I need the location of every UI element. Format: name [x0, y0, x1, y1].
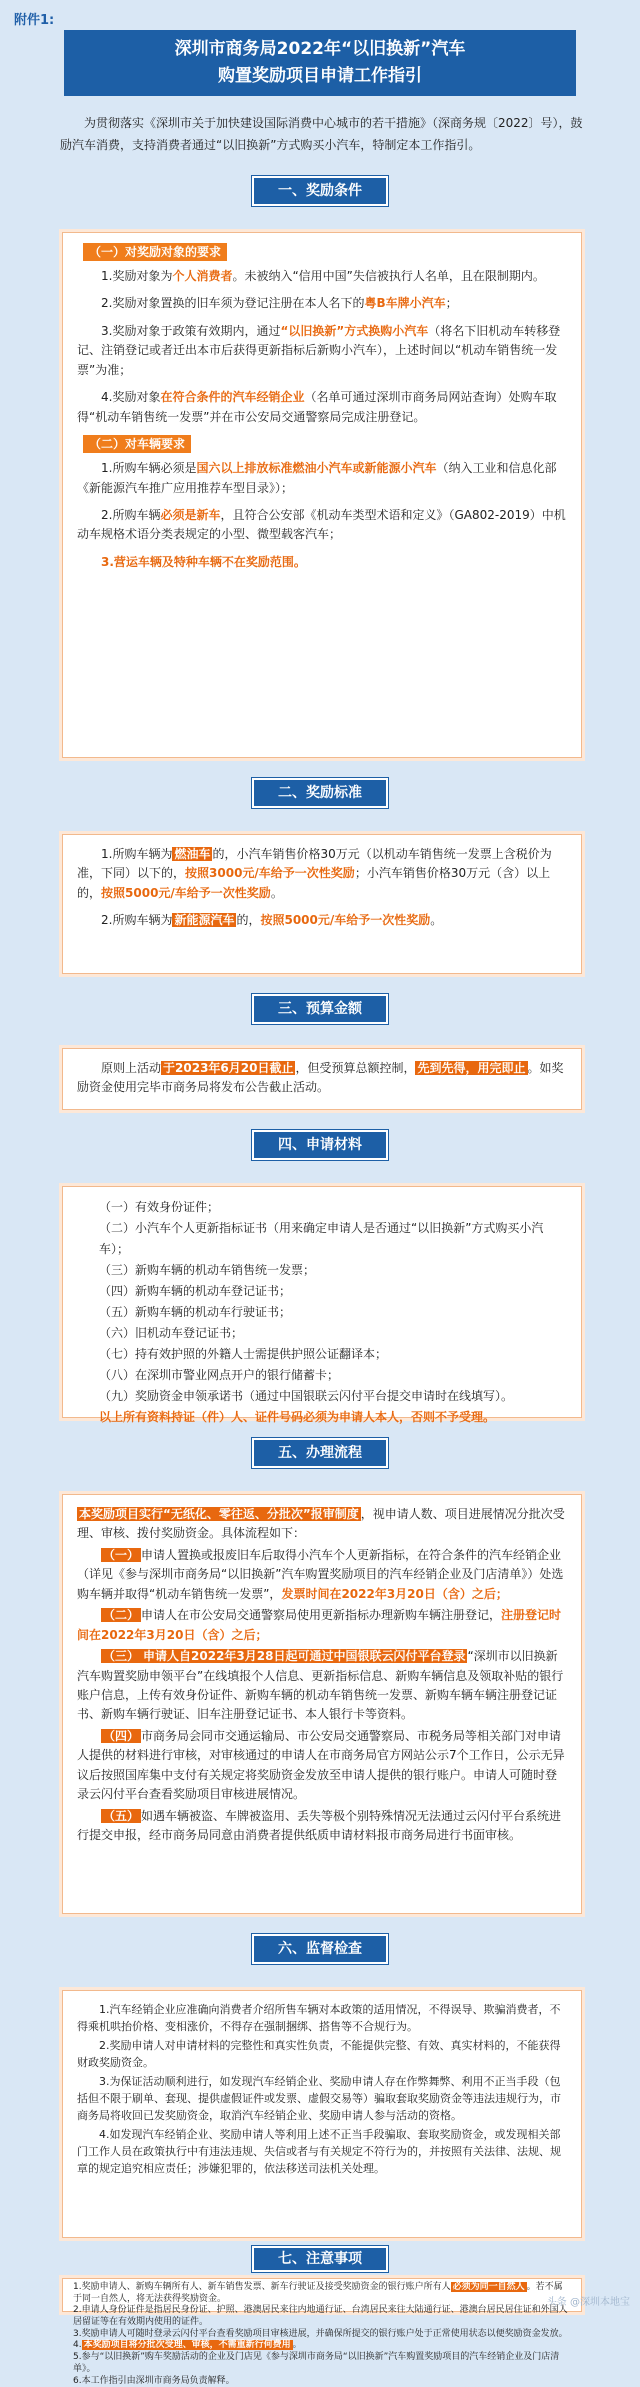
- section-card-3: [62, 1048, 582, 1110]
- subsection-tag-2: （二）对车辆要求: [83, 435, 191, 453]
- section-heading-7: 七、注意事项: [252, 2246, 388, 2272]
- title-line-2: 购置奖励项目申请工作指引: [64, 63, 576, 90]
- material-item-3: （三）新购车辆的机动车销售统一发票；: [77, 1260, 567, 1281]
- s1-para-2: 2.奖励对象置换的旧车须为登记注册在本人名下的粤B车牌小汽车；: [77, 294, 567, 313]
- material-item-4: （四）新购车辆的机动车登记证书；: [77, 1281, 567, 1302]
- s7-para-3: 3.奖励申请人可随时登录云闪付平台查看奖励项目审核进展，并确保所提交的银行账户处于正常使用状态以便奖励资金发放。: [73, 2329, 571, 2341]
- s6-item-2: 2.奖励申请人对申请材料的完整性和真实性负责，不能提供完整、有效、真实材料的，不能获得财政奖励资金。: [77, 2037, 567, 2071]
- section-heading-1: 一、奖励条件: [252, 176, 388, 206]
- section-heading-5: 五、办理流程: [252, 1438, 388, 1468]
- s1-vehicle-para-1: 1.所购车辆必须是国六以上排放标准燃油小汽车或新能源小汽车（纳入工业和信息化部《新能源汽车推广应用推荐车型目录》）；: [77, 459, 567, 498]
- section-heading-3: 三、预算金额: [252, 994, 388, 1024]
- section-card-6: [62, 1990, 582, 2238]
- watermark-text: 头条 @深圳本地宝: [547, 2295, 630, 2311]
- s5-step-5: （五） 如遇车辆被盗、车牌被盗用、丢失等极个别特殊情况无法通过云闪付平台系统进行提交申报，经市商务局同意由消费者提供纸质申请材料报市商务局进行书面审核。: [77, 1807, 567, 1846]
- material-item-5: （五）新购车辆的机动车行驶证书；: [77, 1302, 567, 1323]
- material-item-9: （九）奖励资金申领承诺书（通过中国银联云闪付平台提交申请时在线填写）。: [77, 1386, 567, 1407]
- s1-para-3: 3.奖励对象于政策有效期内，通过“以旧换新”方式换购小汽车（将名下旧机动车转移登记、注销登记或者迁出本市后获得更新指标后新购小汽车），上述时间以“机动车销售统一发票”为准；: [77, 322, 567, 380]
- material-item-8: （八）在深圳市警业网点开户的银行储蓄卡；: [77, 1365, 567, 1386]
- s1-para-1: 1.奖励对象为个人消费者。未被纳入“信用中国”失信被执行人名单，且在限制期内。: [77, 267, 567, 286]
- material-item-7: （七）持有效护照的外籍人士需提供护照公证翻译本；: [77, 1344, 567, 1365]
- material-item-1: （一）有效身份证件；: [77, 1197, 567, 1218]
- section-card-7: [62, 2278, 582, 2312]
- material-item-6: （六）旧机动车登记证书；: [77, 1323, 567, 1344]
- annex-label: 附件1:: [14, 10, 54, 31]
- s1-vehicle-para-3: 3.营运车辆及特种车辆不在奖励范围。: [77, 553, 567, 572]
- section-heading-2: 二、奖励标准: [252, 778, 388, 808]
- s5-step-3: （三） 申请人自2022年3月28日起可通过中国银联云闪付平台登录 “深圳市以旧换新汽车购置奖励申领平台”在线填报个人信息、更新指标信息、新购车辆信息及领取补贴的银行账户信息，上传有效身份证件、新购车辆的机动车销售统一发票、新购车辆车辆注册登记证书、新购车辆行驶证、旧车注册登记证书、本人银行卡等资料。: [77, 1647, 567, 1725]
- material-note: 以上所有资料持证（件）人、证件号码必须为申请人本人，否则不予受理。: [77, 1407, 567, 1428]
- s5-step-1: （一） 申请人置换或报废旧车后取得小汽车个人更新指标，在符合条件的汽车经销企业（详见《参与深圳市商务局“以旧换新”汽车购置奖励项目的汽车经销企业及门店清单》）处选购车辆并取得“机动车销售统一发票”，发票时间在2022年3月20日（含）之后；: [77, 1546, 567, 1604]
- section-heading-6: 六、监督检查: [252, 1934, 388, 1964]
- s6-item-3: 3.为保证活动顺利进行，如发现汽车经销企业、奖励申请人存在作弊舞弊、利用不正当手段（包括但不限于刷单、套现、提供虚假证件或发票、虚假交易等）骗取套取奖励资金等违法违规行为，市商务局将收回已发奖励资金，取消汽车经销企业、奖励申请人参与活动的资格。: [77, 2073, 567, 2124]
- s7-para-2: 2.申请人身份证件是指居民身份证、护照、港澳居民来往内地通行证、台湾居民来往大陆通行证、港澳台居民居住证和外国人居留证等在有效期内使用的证件。: [73, 2305, 571, 2328]
- s2-para-2: 2.所购车辆为 新能源汽车 的，按照5000元/车给予一次性奖励。: [77, 911, 567, 930]
- section-heading-4: 四、申请材料: [252, 1130, 388, 1160]
- s7-para-1: 1.奖励申请人、新购车辆所有人、新车销售发票、新车行驶证及接受奖励资金的银行账户所有人 必须为同一自然人 。若不属于同一自然人，将无法获得奖励资金。: [73, 2282, 571, 2305]
- s2-para-1: 1.所购车辆为 燃油车 的，小汽车销售价格30万元（以机动车销售统一发票上含税价为准，下同）以下的，按照3000元/车给予一次性奖励；小汽车销售价格30万元（含）以上的，按照5000元/车给予一次性奖励。: [77, 845, 567, 903]
- s7-para-5: 5.参与“以旧换新”购车奖励活动的企业及门店见《参与深圳市商务局“以旧换新”汽车购置奖励项目的汽车经销企业及门店清单》。: [73, 2352, 571, 2375]
- intro-paragraph: 为贯彻落实《深圳市关于加快建设国际消费中心城市的若干措施》（深商务规〔2022〕号），鼓励汽车消费，支持消费者通过“以旧换新”方式购买小汽车，特制定本工作指引。: [60, 112, 588, 156]
- s5-step-4: （四） 市商务局会同市交通运输局、市公安局交通警察局、市税务局等相关部门对申请人提供的材料进行审核，对审核通过的申请人在市商务局官方网站公示7个工作日，公示无异议后按照国库集中支付有关规定将奖励资金发放至申请人提供的银行账户。申请人可随时登录云闪付平台查看奖励项目审核进展情况。: [77, 1727, 567, 1805]
- s5-intro: 本奖励项目实行“无纸化、零往返、分批次”报审制度 ，视申请人数、项目进展情况分批次受理、审核、拨付奖励资金。具体流程如下：: [77, 1505, 567, 1544]
- title-line-1: 深圳市商务局2022年“以旧换新”汽车: [64, 36, 576, 63]
- s6-item-1: 1.汽车经销企业应准确向消费者介绍所售车辆对本政策的适用情况，不得误导、欺骗消费者，不得乘机哄抬价格、变相涨价，不得存在强制捆绑、搭售等不合规行为。: [77, 2001, 567, 2035]
- s7-para-6: 6.本工作指引由深圳市商务局负责解释。: [73, 2376, 571, 2387]
- s7-para-4: 4. 本奖励项目将分批次受理、审核，不需重新行何费用 。: [73, 2340, 571, 2352]
- subsection-tag-1: （一）对奖励对象的要求: [83, 243, 227, 261]
- section-card-2: [62, 834, 582, 974]
- section-card-5: [62, 1494, 582, 1914]
- material-item-2: （二）小汽车个人更新指标证书（用来确定申请人是否通过“以旧换新”方式购买小汽车）；: [77, 1218, 567, 1260]
- page-title: [64, 30, 576, 96]
- s6-item-4: 4.如发现汽车经销企业、奖励申请人等利用上述不正当手段骗取、套取奖励资金，或发现相关部门工作人员在政策执行中有违法违规、失信或者与有关规定不符行为的，并按照有关法律、法规、规章的规定追究相应责任；涉嫌犯罪的，依法移送司法机关处理。: [77, 2126, 567, 2177]
- s1-vehicle-para-2: 2.所购车辆必须是新车，且符合公安部《机动车类型术语和定义》（GA802-2019）中机动车规格术语分类表规定的小型、微型载客汽车；: [77, 506, 567, 545]
- s5-step-2: （二） 申请人在市公安局交通警察局使用更新指标办理新购车辆注册登记，注册登记时间在2022年3月20日（含）之后；: [77, 1606, 567, 1645]
- s3-para: 原则上活动 于2023年6月20日截止 ，但受预算总额控制， 先到先得，用完即止 。如奖励资金使用完毕市商务局将发布公告截止活动。: [77, 1059, 567, 1098]
- section-card-1: [62, 232, 582, 758]
- section-card-4: [62, 1186, 582, 1418]
- s1-para-4: 4.奖励对象在符合条件的汽车经销企业（名单可通过深圳市商务局网站查询）处购车取得“机动车销售统一发票”并在市公安局交通警察局完成注册登记。: [77, 388, 567, 427]
